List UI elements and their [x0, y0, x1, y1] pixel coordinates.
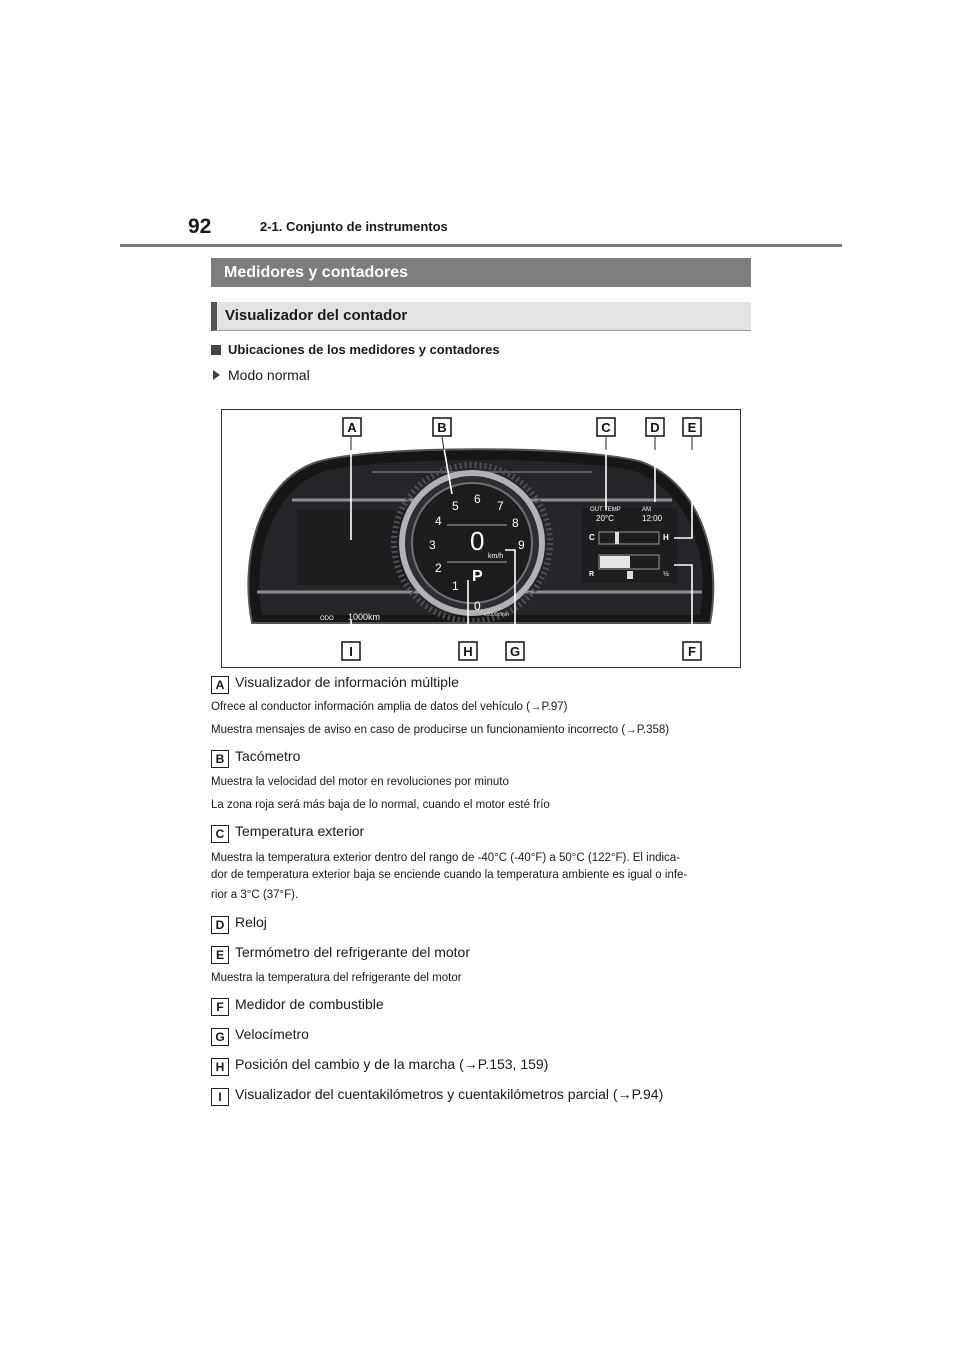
coolant-low-label: C: [589, 533, 595, 542]
tach-unit: x1000r/min: [484, 612, 509, 618]
tach-number-3: 3: [429, 538, 436, 552]
clock-time: 12:00: [642, 514, 663, 523]
out-temp-value: 20°C: [596, 514, 614, 523]
tach-number-2: 2: [435, 561, 442, 575]
section-title: 2-1. Conjunto de instrumentos: [260, 219, 448, 234]
callout-i: I: [349, 644, 353, 659]
callout-c: C: [601, 420, 611, 435]
item-b-desc-2: La zona roja será más baja de lo normal, cuando el motor esté frío: [211, 799, 550, 811]
page-number: 92: [188, 215, 212, 238]
tach-number-8: 8: [512, 516, 519, 530]
instrument-cluster-figure: [221, 409, 741, 668]
tach-number-9: 9: [518, 538, 525, 552]
odo-value: 1000km: [348, 612, 381, 622]
instrument-cluster-illustration: [222, 410, 739, 666]
callout-d: D: [650, 420, 660, 435]
item-b-desc-1: Muestra la velocidad del motor en revoluciones por minuto: [211, 776, 509, 788]
callout-f: F: [688, 644, 696, 659]
item-h: [211, 1056, 548, 1076]
item-i: [211, 1086, 663, 1106]
item-a: [211, 674, 459, 694]
badge-g: G: [211, 1028, 229, 1046]
tach-number-7: 7: [497, 499, 504, 513]
callout-h: H: [463, 644, 473, 659]
item-e: [211, 944, 470, 964]
item-e-desc-1: Muestra la temperatura del refrigerante del motor: [211, 972, 462, 984]
tach-number-4: 4: [435, 514, 442, 528]
item-g: [211, 1026, 309, 1046]
header-divider: [120, 244, 842, 247]
subheading: [211, 342, 500, 357]
badge-a: A: [211, 676, 229, 694]
item-c-desc-1: Muestra la temperatura exterior dentro del rango de -40°C (-40°F) a 50°C (122°F). El indica-: [211, 852, 681, 864]
callout-b: B: [437, 420, 447, 435]
item-g-title: Velocímetro: [235, 1026, 309, 1042]
odo-label: ODO: [320, 616, 334, 622]
fuel-pump-icon: [627, 571, 633, 579]
callout-a: A: [347, 420, 357, 435]
tach-number-5: 5: [452, 499, 459, 513]
item-c-desc-2: dor de temperatura exterior baja se enciende cuando la temperatura ambiente es igual o infe-: [211, 869, 688, 881]
item-f-title: Medidor de combustible: [235, 996, 384, 1012]
triangle-bullet-icon: [213, 370, 220, 380]
subheading-text: Ubicaciones de los medidores y contadores: [228, 342, 500, 357]
badge-e: E: [211, 946, 229, 964]
item-h-title: Posición del cambio y de la marcha (→P.153, 159): [235, 1056, 549, 1072]
item-d-title: Reloj: [235, 914, 267, 930]
item-d: [211, 914, 267, 934]
tach-number-0: 0: [474, 599, 481, 613]
badge-i: I: [211, 1088, 229, 1106]
sub-banner: Visualizador del contador: [211, 302, 751, 331]
item-b-title: Tacómetro: [235, 748, 301, 764]
item-c-title: Temperatura exterior: [235, 823, 365, 839]
item-f: [211, 996, 384, 1016]
callout-e: E: [687, 420, 697, 435]
speed-unit: km/h: [488, 553, 504, 560]
item-e-title: Termómetro del refrigerante del motor: [235, 944, 470, 960]
item-a-title: Visualizador de información múltiple: [235, 674, 459, 690]
tach-number-6: 6: [474, 492, 481, 506]
square-bullet-icon: [211, 345, 221, 355]
out-temp-label: OUT TEMP: [590, 507, 621, 513]
mode-label: [213, 367, 310, 383]
fuel-half-label: ½: [663, 571, 669, 578]
item-a-desc-1: Ofrece al conductor información amplia de datos del vehículo (→P.97): [211, 701, 568, 713]
main-banner: Medidores y contadores: [211, 258, 751, 287]
callout-g: G: [509, 644, 521, 659]
clock-ampm: AM: [642, 507, 651, 513]
item-i-title: Visualizador del cuentakilómetros y cuentakilómetros parcial (→P.94): [235, 1086, 664, 1102]
badge-c: C: [211, 825, 229, 843]
badge-h: H: [211, 1058, 229, 1076]
badge-d: D: [211, 916, 229, 934]
coolant-high-label: H: [663, 533, 669, 542]
item-b: [211, 748, 300, 768]
fuel-low-label: R: [589, 571, 595, 578]
speed-value: 0: [470, 526, 485, 556]
tach-number-1: 1: [452, 579, 459, 593]
badge-b: B: [211, 750, 229, 768]
badge-f: F: [211, 998, 229, 1016]
gear-indicator: P: [472, 568, 483, 585]
item-a-desc-2: Muestra mensajes de aviso en caso de producirse un funcionamiento incorrecto (→P.358): [211, 724, 670, 736]
item-c-desc-3: rior a 3°C (37°F).: [211, 889, 299, 901]
mode-text: Modo normal: [228, 367, 310, 383]
item-c: [211, 823, 364, 843]
